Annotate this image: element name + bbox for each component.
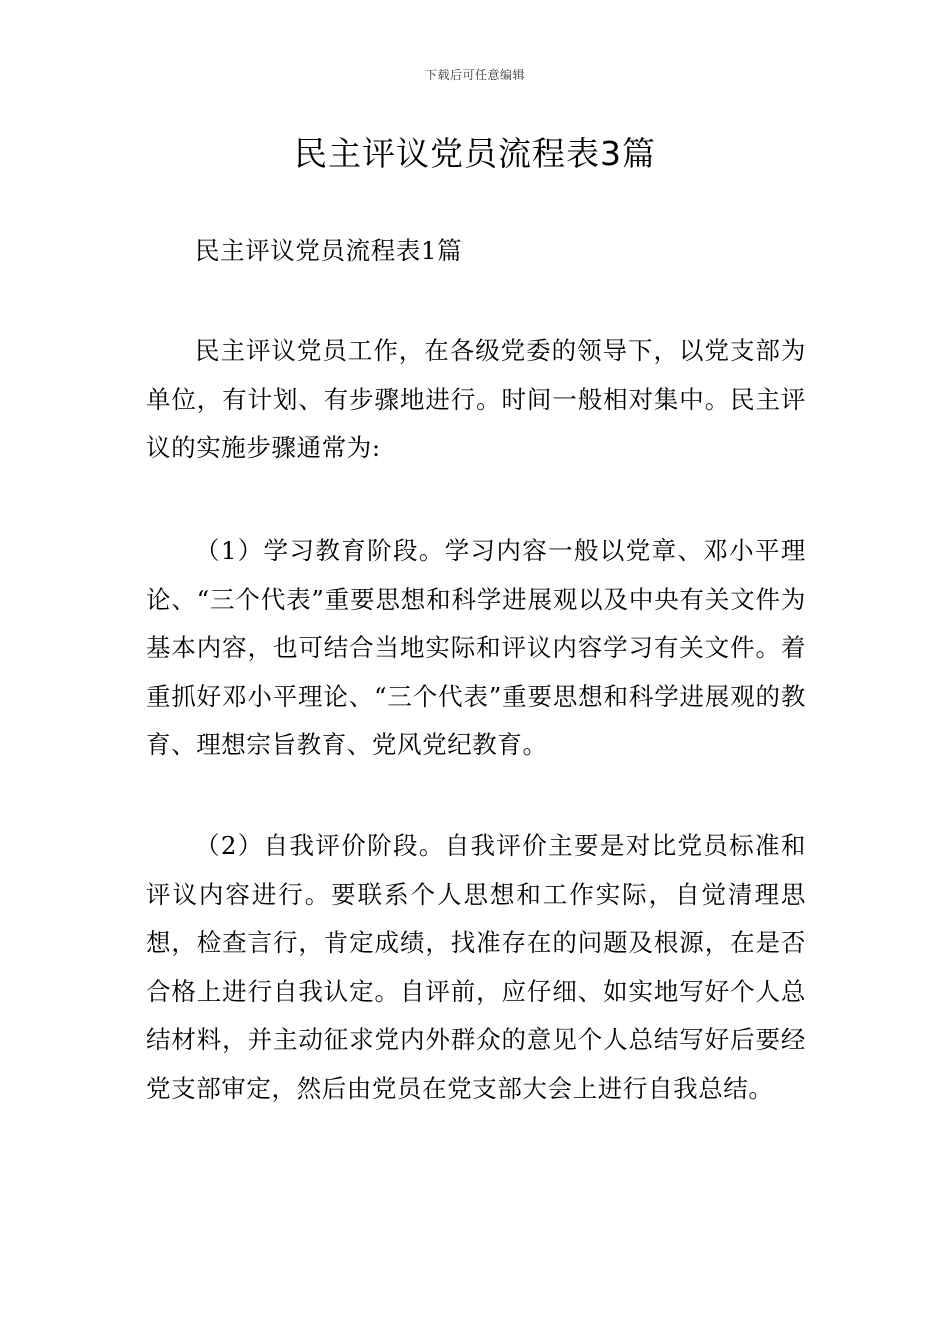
paragraph-self-evaluation-stage: （2）自我评价阶段。自我评价主要是对比党员标准和评议内容进行。要联系个人思想和工作实际，自觉清理思想，检查言行，肯定成绩，找准存在的问题及根源，在是否合格上进行自我认定。自评前，应仔细、如实地写好个人总结材料，并主动征求党内外群众的意见个人总结写好后要经党支部审定，然后由党员在党支部大会上进行自我总结。 — [146, 831, 806, 1103]
paragraph-intro: 民主评议党员工作，在各级党委的领导下，以党支部为单位，有计划、有步骤地进行。时间一般相对集中。民主评议的实施步骤通常为: — [146, 336, 806, 462]
section-subtitle: 民主评议党员流程表1篇 — [195, 236, 463, 265]
paragraph-study-stage: （1）学习教育阶段。学习内容一般以党章、邓小平理论、“三个代表”重要思想和科学进展观以及中央有关文件为基本内容，也可结合当地实际和评议内容学习有关文件。着重抓好邓小平理论、“三个代表”重要思想和科学进展观的教育、理想宗旨教育、党风党纪教育。 — [146, 536, 806, 759]
header-note: 下载后可任意编辑 — [424, 68, 525, 82]
document-title: 民主评议党员流程表3篇 — [294, 134, 656, 173]
